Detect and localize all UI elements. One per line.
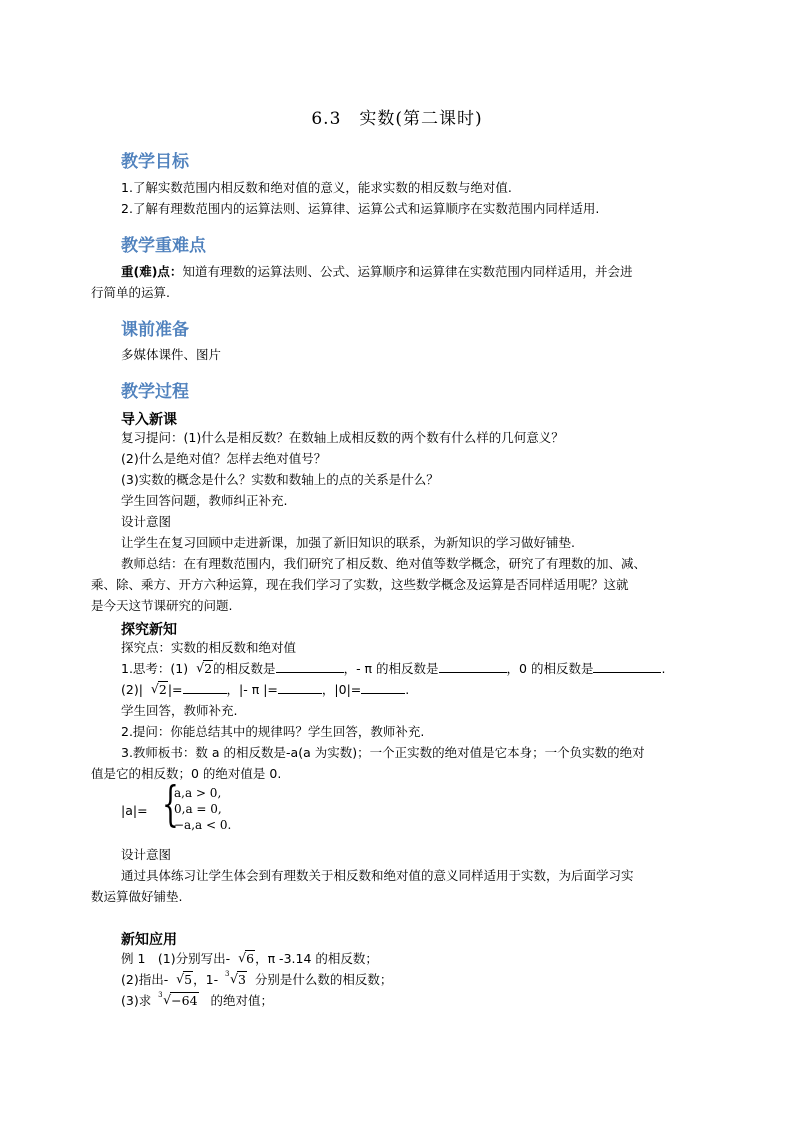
radical-sign-icon: √ — [196, 660, 205, 675]
case-negative: −a,a < 0. — [174, 818, 232, 832]
intro-question-3: (3)实数的概念是什么？实数和数轴上的点的关系是什么？ — [121, 472, 439, 487]
answer-blank — [183, 681, 227, 694]
intro-answer: 学生回答问题，教师纠正补充. — [121, 493, 288, 508]
key-points-text: 知道有理数的运算法则、公式、运算顺序和运算律在实数范围内同样适用，并会进 — [182, 264, 633, 279]
think-line: 1.思考：(1) √ 2的相反数是 ，- π 的相反数是 ，0 的相反数是 . — [121, 660, 666, 676]
intro-intent-label: 设计意图 — [121, 514, 172, 529]
sqrt-2-expression: √ 2 — [150, 681, 167, 697]
answer-blank — [278, 681, 322, 694]
explore-intent-line-1: 通过具体练习让学生体会到有理数关于相反数和绝对值的意义同样适用于实数，为后面学习实 — [121, 868, 634, 883]
explore-subheading: 探究新知 — [121, 622, 177, 638]
prep-heading: 课前准备 — [121, 320, 189, 340]
absolute-value-definition — [121, 776, 301, 834]
example-1-part-2: (2)指出- √ 5，1- 3 √ 3 分别是什么数的相反数； — [121, 970, 393, 987]
key-points-heading: 教学重难点 — [121, 236, 206, 256]
page-title: 6.3 实数(第二课时) — [311, 109, 483, 129]
explore-intent-line-2: 数运算做好铺垫. — [91, 889, 183, 904]
answer-blank — [361, 681, 405, 694]
intro-summary-line-2: 乘、除、乘方、开方六种运算，现在我们学习了实数，这些数学概念及运算是否同样适用呢？这就 — [91, 577, 629, 592]
goal-item-1: 1.了解实数范围内相反数和绝对值的意义，能求实数的相反数与绝对值. — [121, 180, 512, 195]
example-1-part-1: 例 1 (1)分别写出- √ 6，π -3.14 的相反数； — [121, 950, 378, 966]
key-points-label: 重(难)点： — [121, 264, 183, 279]
sqrt-5-expression: √ 5 — [176, 971, 193, 987]
sqrt-6-expression: √ 6 — [238, 950, 255, 966]
radical-sign-icon: √ — [238, 950, 247, 965]
intro-summary-line-1: 教师总结：在有理数范围内，我们研究了相反数、绝对值等数学概念，研究了有理数的加、减、 — [121, 556, 647, 571]
board-line-1: 3.教师板书：数 a 的相反数是-a(a 为实数)；一个正实数的绝对值是它本身；一个负实数的绝对 — [121, 745, 645, 760]
process-heading: 教学过程 — [121, 382, 189, 402]
explore-question-2: 2.提问：你能总结其中的规律吗？学生回答，教师补充. — [121, 724, 425, 739]
radical-sign-icon: √ — [230, 971, 238, 986]
case-zero: 0,a = 0, — [174, 802, 222, 816]
intro-intent: 让学生在复习回顾中走进新课，加强了新旧知识的联系，为新知识的学习做好铺垫. — [121, 535, 575, 550]
radical-sign-icon: √ — [163, 992, 172, 1007]
think-prefix: 1.思考：(1) — [121, 661, 189, 676]
example-1-part-3: (3)求 3 √ −64 的绝对值； — [121, 991, 273, 1008]
cube-root-3-expression: 3 √ 3 — [225, 970, 246, 987]
explore-point: 探究点：实数的相反数和绝对值 — [121, 640, 297, 655]
apply-subheading: 新知应用 — [121, 932, 177, 948]
intro-summary-line-3: 是今天这节课研究的问题. — [91, 598, 233, 613]
board-line-2: 值是它的相反数；0 的绝对值是 0. — [91, 766, 282, 781]
radical-sign-icon: √ — [176, 971, 185, 986]
abs-exercise-line: (2)| √ 2|= ，|- π |= ，|0|= . — [121, 681, 410, 697]
answer-blank — [276, 660, 344, 673]
answer-blank — [439, 660, 507, 673]
radical-sign-icon: √ — [150, 681, 159, 696]
left-brace-icon: { — [162, 776, 179, 832]
answer-blank — [593, 660, 661, 673]
prep-text: 多媒体课件、图片 — [121, 347, 222, 362]
cube-root-neg-64-expression: 3 √ −64 — [158, 991, 198, 1008]
explore-intent-label: 设计意图 — [121, 847, 172, 862]
abs-a-label: |a|= — [121, 803, 148, 818]
sqrt-2-expression: √ 2 — [196, 660, 213, 676]
key-points-line-2: 行简单的运算. — [91, 285, 170, 300]
intro-question-1: 复习提问：(1)什么是相反数？在数轴上成相反数的两个数有什么样的几何意义？ — [121, 430, 564, 445]
explore-answer: 学生回答，教师补充. — [121, 703, 238, 718]
goal-item-2: 2.了解有理数范围内的运算法则、运算律、运算公式和运算顺序在实数范围内同样适用. — [121, 201, 600, 216]
intro-question-2: (2)什么是绝对值？怎样去绝对值号？ — [121, 451, 327, 466]
key-points-line-1 — [121, 263, 632, 281]
goals-heading: 教学目标 — [121, 152, 189, 172]
intro-subheading: 导入新课 — [121, 412, 177, 428]
case-positive: a,a > 0, — [174, 786, 222, 800]
